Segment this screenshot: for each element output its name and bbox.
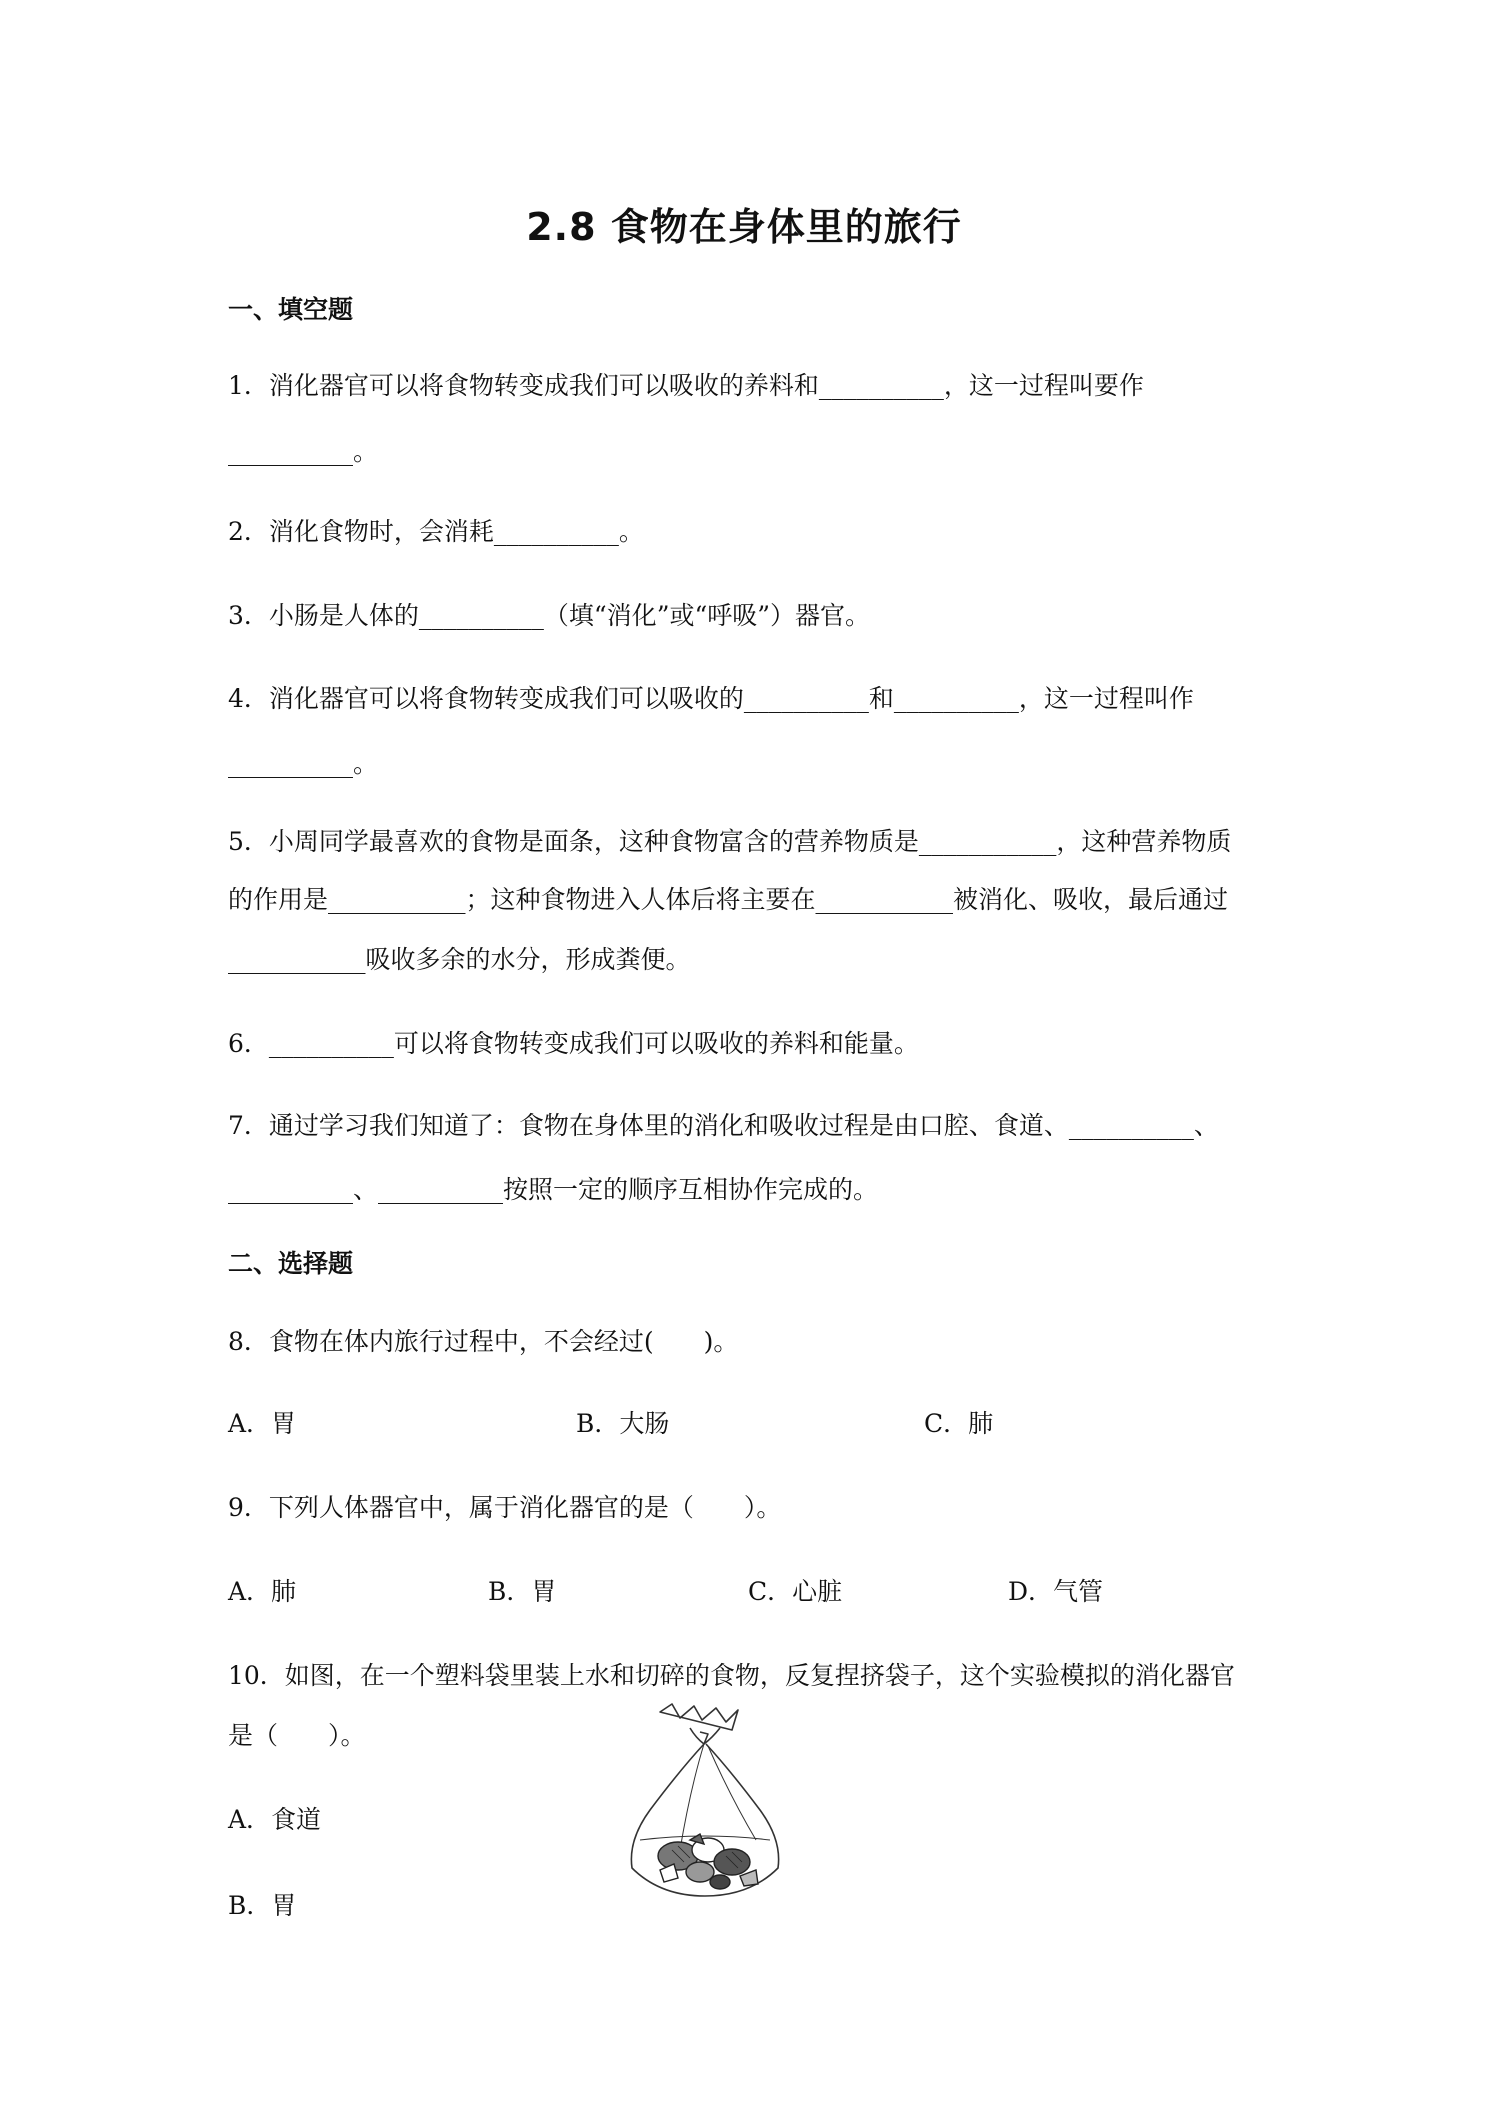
question-9-option-c: C．心脏 <box>748 1577 843 1606</box>
question-9-option-d: D．气管 <box>1008 1577 1104 1606</box>
question-9-option-b: B．胃 <box>488 1577 557 1606</box>
question-9: 9．下列人体器官中，属于消化器官的是（ ）。 <box>228 1493 782 1522</box>
question-1-line-1: 1．消化器官可以将食物转变成我们可以吸收的养料和__________，这一过程叫要作 <box>228 371 1144 400</box>
question-3: 3．小肠是人体的__________（填“消化”或“呼吸”）器官。 <box>228 601 871 630</box>
question-10-option-b: B．胃 <box>228 1891 297 1920</box>
question-5-line-3: ___________吸收多余的水分，形成粪便。 <box>228 945 691 974</box>
question-6: 6．__________可以将食物转变成我们可以吸收的养料和能量。 <box>228 1029 919 1058</box>
question-10-line-2: 是（ ）。 <box>228 1721 366 1750</box>
question-5-line-1: 5．小周同学最喜欢的食物是面条，这种食物富含的营养物质是___________，这种营养物质 <box>228 827 1232 856</box>
question-8-option-a: A．胃 <box>228 1409 297 1438</box>
question-7-line-2: __________、__________按照一定的顺序互相协作完成的。 <box>228 1175 879 1204</box>
question-8-option-b: B．大肠 <box>576 1409 670 1438</box>
question-9-option-a: A．肺 <box>228 1577 297 1606</box>
question-4-line-2: __________。 <box>228 749 379 778</box>
question-7-line-1: 7．通过学习我们知道了：食物在身体里的消化和吸收过程是由口腔、食道、__________、 <box>228 1111 1219 1140</box>
question-8: 8．食物在体内旅行过程中，不会经过( )。 <box>228 1327 739 1356</box>
question-10-option-a: A．食道 <box>228 1805 322 1834</box>
question-5-line-2: 的作用是___________；这种食物进入人体后将主要在___________被消化、吸收，最后通过 <box>228 885 1229 914</box>
question-10-line-1: 10．如图，在一个塑料袋里装上水和切碎的食物，反复捏挤袋子，这个实验模拟的消化器官 <box>228 1661 1235 1690</box>
question-1-line-2: __________。 <box>228 437 379 466</box>
question-8-option-c: C．肺 <box>924 1409 994 1438</box>
plastic-bag-with-food-icon <box>620 1700 790 1900</box>
page-title: 2.8 食物在身体里的旅行 <box>526 205 962 249</box>
section-fill-in: 一、填空题 <box>228 295 354 324</box>
question-4-line-1: 4．消化器官可以将食物转变成我们可以吸收的__________和__________，这一过程叫作 <box>228 684 1194 713</box>
section-multiple-choice: 二、选择题 <box>228 1249 354 1278</box>
question-2: 2．消化食物时，会消耗__________。 <box>228 517 644 546</box>
